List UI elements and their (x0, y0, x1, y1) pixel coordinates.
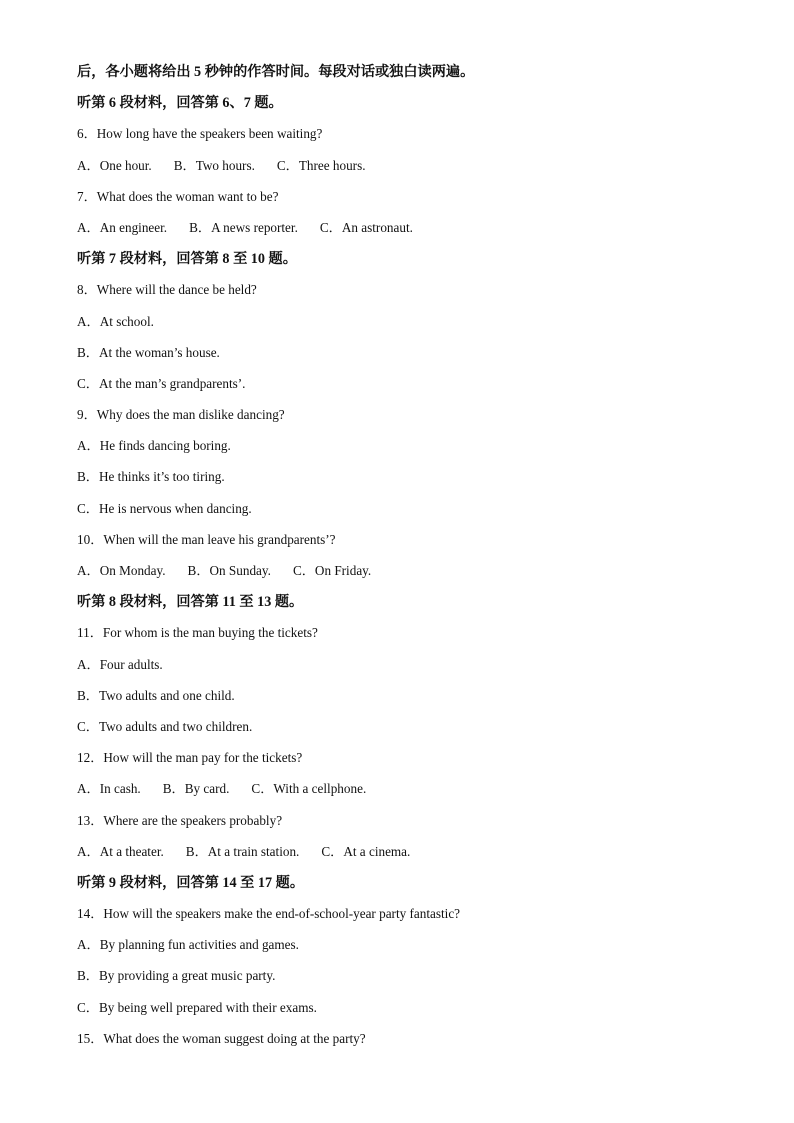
option-a: A．An engineer. (77, 219, 168, 235)
option-c: C．At the man’s grandparents’. (77, 375, 246, 391)
option-c: C．On Friday. (292, 563, 372, 578)
question-stem: 12．How will the man pay for the tickets? (77, 750, 303, 766)
question-stem: 10．When will the man leave his grandparents’? (77, 531, 336, 547)
question-stem: 7．What does the woman want to be? (77, 188, 279, 204)
option-a: A．At a theater. (77, 843, 164, 859)
option-c: C．Two adults and two children. (77, 718, 253, 734)
option-b: B．A news reporter. (189, 219, 298, 235)
section-heading: 听第 6 段材料，回答第 6、7 题。 (77, 95, 283, 112)
section-heading: 听第 9 段材料，回答第 14 至 17 题。 (77, 874, 305, 891)
question-stem: 15．What does the woman suggest doing at the party? (77, 1030, 366, 1046)
option-b: B．Two hours. (173, 157, 255, 173)
option-row (77, 154, 737, 185)
question-stem: 14．How will the speakers make the end-of-school-year party fantastic? (77, 906, 461, 922)
instruction-text: 后，各小题将给出 5 秒钟的作答时间。每段对话或独白读两遍。 (77, 64, 475, 80)
option-c: C．At a cinema. (321, 843, 411, 859)
question-stem: 8．Where will the dance be held? (77, 282, 257, 298)
option-b: B．Two adults and one child. (77, 687, 235, 703)
option-b: B．By card. (162, 781, 230, 797)
option-a: A．Four adults. (77, 656, 163, 672)
option-c: C．He is nervous when dancing. (77, 500, 252, 516)
option-row (77, 216, 737, 247)
option-a: A．At school. (77, 313, 154, 329)
option-a: A．By planning fun activities and games. (77, 937, 299, 953)
question-stem: 13．Where are the speakers probably? (77, 812, 283, 828)
option-b: B．By providing a great music party. (77, 968, 276, 984)
question-stem: 11．For whom is the man buying the tickets? (77, 625, 318, 641)
option-c: C．By being well prepared with their exams. (77, 999, 317, 1015)
option-a: A．One hour. (77, 157, 152, 173)
option-c: C．Three hours. (276, 157, 366, 173)
section-heading: 听第 8 段材料，回答第 11 至 13 题。 (77, 594, 304, 611)
option-a: A．He finds dancing boring. (77, 438, 231, 454)
option-c: C．An astronaut. (319, 219, 413, 235)
section-heading: 听第 7 段材料，回答第 8 至 10 题。 (77, 251, 297, 268)
question-stem: 6．How long have the speakers been waiting? (77, 126, 323, 142)
option-c: C．With a cellphone. (251, 781, 367, 797)
question-stem: 9．Why does the man dislike dancing? (77, 407, 285, 423)
document-page (77, 60, 737, 1058)
option-a: A．In cash. (77, 781, 141, 797)
option-row (77, 559, 737, 590)
option-b: B．At a train station. (185, 843, 300, 859)
option-row (77, 840, 737, 871)
option-b: B．On Sunday. (187, 563, 271, 578)
option-b: B．He thinks it’s too tiring. (77, 469, 225, 485)
option-b: B．At the woman’s house. (77, 344, 220, 360)
option-row (77, 777, 737, 808)
option-a: A．On Monday. (77, 563, 166, 578)
